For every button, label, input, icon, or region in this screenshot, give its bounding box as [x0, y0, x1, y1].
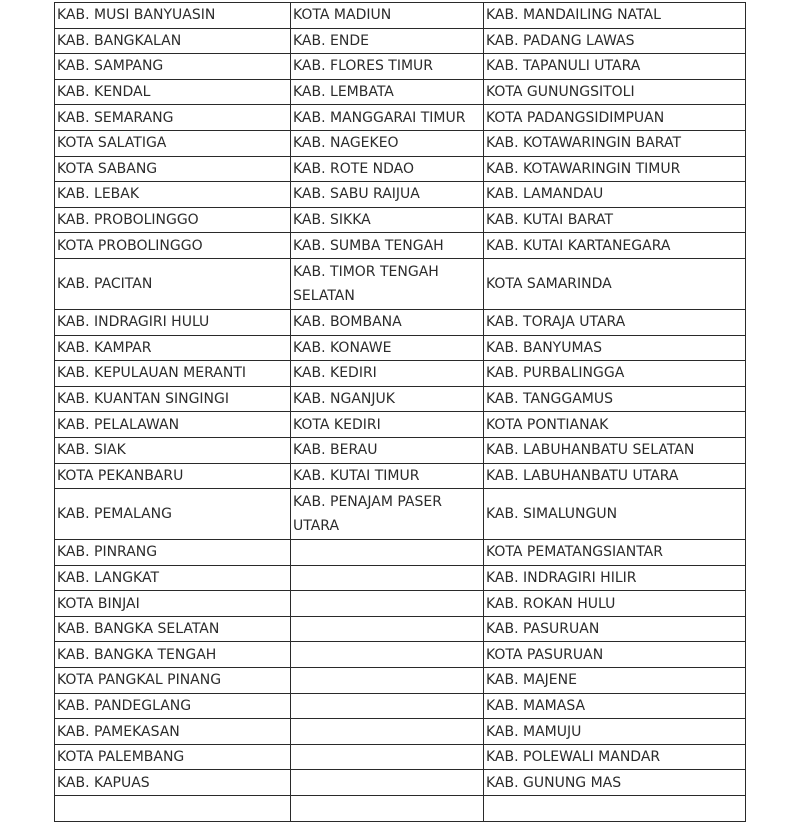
table-cell [291, 437, 484, 463]
table-cell [291, 207, 484, 233]
table-cell [484, 105, 746, 131]
table-cell [55, 105, 291, 131]
cell-text: KAB. MANDAILING NATAL [486, 7, 661, 24]
table-row [55, 591, 746, 617]
table-cell [484, 565, 746, 591]
cell-text: KAB. ROKAN HULU [486, 595, 616, 612]
table-cell [484, 437, 746, 463]
cell-text: KOTA SAMARINDA [486, 275, 612, 292]
cell-text: KOTA KEDIRI [293, 416, 381, 433]
cell-text: KAB. TAPANULI UTARA [486, 58, 641, 75]
table-cell [55, 693, 291, 719]
table-row [55, 54, 746, 80]
table-cell [55, 361, 291, 387]
table-cell [291, 335, 484, 361]
cell-text: KAB. KAPUAS [57, 774, 150, 791]
cell-text: KOTA MADIUN [293, 7, 392, 24]
table-cell [291, 156, 484, 182]
table-cell [55, 309, 291, 335]
table-cell [55, 744, 291, 770]
table-cell [291, 386, 484, 412]
table-cell [484, 130, 746, 156]
table-row [55, 693, 746, 719]
table-row [55, 309, 746, 335]
cell-text: KAB. BANGKALAN [57, 32, 182, 49]
cell-text: KAB. PAMEKASAN [57, 723, 180, 740]
cell-text: KAB. NAGEKEO [293, 135, 399, 152]
table-cell [484, 770, 746, 796]
table-cell [55, 79, 291, 105]
table-row [55, 565, 746, 591]
table-row [55, 668, 746, 694]
cell-text: KAB. INDRAGIRI HULU [57, 314, 210, 331]
table-cell [484, 386, 746, 412]
cell-text: KAB. SAMPANG [57, 58, 164, 75]
cell-text: KOTA SABANG [57, 160, 158, 177]
cell-text: KAB. SIAK [57, 442, 126, 459]
table-row [55, 616, 746, 642]
table-cell [291, 182, 484, 208]
table-row [55, 796, 746, 822]
cell-text: KAB. PURBALINGGA [486, 365, 625, 382]
cell-text: KAB. LEMBATA [293, 84, 394, 101]
table-cell [55, 28, 291, 54]
table-cell [484, 28, 746, 54]
cell-text: KOTA PALEMBANG [57, 749, 185, 766]
cell-text: KOTA PADANGSIDIMPUAN [486, 109, 665, 126]
cell-text: KAB. KUTAI TIMUR [293, 467, 420, 484]
table-cell [484, 591, 746, 617]
table-cell [484, 616, 746, 642]
table-cell [291, 540, 484, 566]
cell-text: KOTA BINJAI [57, 595, 140, 612]
cell-text: KAB. TANGGAMUS [486, 391, 614, 408]
table-cell [55, 796, 291, 822]
table-row [55, 182, 746, 208]
cell-text: KAB. TIMOR TENGAH SELATAN [293, 263, 439, 304]
table-cell [291, 744, 484, 770]
cell-text: KAB. KOTAWARINGIN TIMUR [486, 160, 681, 177]
table-cell [55, 156, 291, 182]
table-cell [55, 642, 291, 668]
table-cell [55, 770, 291, 796]
table-cell [484, 182, 746, 208]
table-cell [55, 616, 291, 642]
cell-text: KOTA PANGKAL PINANG [57, 672, 222, 689]
table-cell [55, 233, 291, 259]
table-cell [55, 258, 291, 309]
table-row [55, 770, 746, 796]
cell-text: KAB. BANGKA SELATAN [57, 621, 220, 638]
table-row [55, 207, 746, 233]
table-row [55, 3, 746, 29]
table-cell [291, 770, 484, 796]
table-row [55, 437, 746, 463]
cell-text: KAB. ENDE [293, 32, 369, 49]
table-cell [55, 668, 291, 694]
cell-text: KAB. PELALAWAN [57, 416, 180, 433]
table-cell [55, 463, 291, 489]
table-cell [291, 309, 484, 335]
cell-text: KAB. LAMANDAU [486, 186, 604, 203]
table-cell [55, 386, 291, 412]
cell-text: KOTA PROBOLINGGO [57, 237, 203, 254]
cell-text: KAB. KUTAI BARAT [486, 212, 614, 229]
table-row [55, 412, 746, 438]
cell-text: KAB. FLORES TIMUR [293, 58, 434, 75]
table-cell [484, 3, 746, 29]
table-cell [291, 796, 484, 822]
cell-text: KAB. POLEWALI MANDAR [486, 749, 661, 766]
table-cell [291, 54, 484, 80]
table-cell [55, 437, 291, 463]
table-cell [291, 642, 484, 668]
cell-text: KAB. MUSI BANYUASIN [57, 7, 216, 24]
table-cell [484, 207, 746, 233]
cell-text: KAB. SIKKA [293, 212, 371, 229]
cell-text: KOTA PASURUAN [486, 646, 604, 663]
table-row [55, 233, 746, 259]
cell-text: KAB. GUNUNG MAS [486, 774, 622, 791]
table-cell [484, 412, 746, 438]
table-cell [484, 796, 746, 822]
table-cell [291, 79, 484, 105]
table-cell [291, 105, 484, 131]
cell-text: KAB. SIMALUNGUN [486, 506, 618, 523]
table-cell [291, 412, 484, 438]
table-row [55, 105, 746, 131]
table-cell [484, 335, 746, 361]
table-cell [55, 489, 291, 540]
table-cell [291, 28, 484, 54]
table-row [55, 386, 746, 412]
table-cell [55, 130, 291, 156]
table-cell [291, 463, 484, 489]
table-cell [55, 3, 291, 29]
table-cell [291, 130, 484, 156]
table-row [55, 130, 746, 156]
table-cell [55, 540, 291, 566]
table-row [55, 79, 746, 105]
table-cell [291, 693, 484, 719]
cell-text: KAB. LABUHANBATU SELATAN [486, 442, 695, 459]
cell-text: KOTA PEMATANGSIANTAR [486, 544, 663, 561]
table-cell [484, 463, 746, 489]
table-cell [484, 79, 746, 105]
cell-text: KAB. SABU RAIJUA [293, 186, 420, 203]
table-cell [484, 233, 746, 259]
table-row [55, 335, 746, 361]
table-cell [291, 233, 484, 259]
table-row [55, 642, 746, 668]
cell-text: KOTA SALATIGA [57, 135, 167, 152]
table-cell [484, 668, 746, 694]
table-cell [484, 693, 746, 719]
table-cell [484, 258, 746, 309]
table-row [55, 463, 746, 489]
cell-text: KOTA GUNUNGSITOLI [486, 84, 635, 101]
region-table [54, 2, 746, 822]
cell-text: KAB. KUTAI KARTANEGARA [486, 237, 671, 254]
table-cell [55, 335, 291, 361]
table-cell [291, 489, 484, 540]
table-cell [484, 642, 746, 668]
table-cell [291, 565, 484, 591]
cell-text: KAB. BANGKA TENGAH [57, 646, 217, 663]
cell-text: KAB. KENDAL [57, 84, 151, 101]
table-cell [484, 719, 746, 745]
cell-text: KAB. KEPULAUAN MERANTI [57, 365, 246, 382]
cell-text: KAB. MAJENE [486, 672, 577, 689]
table-cell [55, 207, 291, 233]
cell-text: KAB. KAMPAR [57, 339, 152, 356]
region-table-body [55, 3, 746, 822]
table-cell [291, 719, 484, 745]
cell-text: KOTA PEKANBARU [57, 467, 184, 484]
cell-text: KAB. MAMUJU [486, 723, 582, 740]
cell-text: KAB. PENAJAM PASER UTARA [293, 494, 442, 535]
cell-text: KAB. NGANJUK [293, 391, 395, 408]
table-cell [55, 591, 291, 617]
table-cell [55, 182, 291, 208]
table-row [55, 28, 746, 54]
table-cell [55, 412, 291, 438]
cell-text: KAB. BANYUMAS [486, 339, 603, 356]
cell-text: KAB. SUMBA TENGAH [293, 237, 444, 254]
table-cell [484, 744, 746, 770]
table-row [55, 156, 746, 182]
cell-text: KAB. KUANTAN SINGINGI [57, 391, 229, 408]
table-row [55, 744, 746, 770]
cell-text: KAB. PINRANG [57, 544, 158, 561]
table-cell [291, 591, 484, 617]
cell-text: KAB. KONAWE [293, 339, 392, 356]
cell-text: KAB. LANGKAT [57, 569, 160, 586]
table-cell [291, 3, 484, 29]
cell-text: KAB. KEDIRI [293, 365, 377, 382]
cell-text: KAB. SEMARANG [57, 109, 174, 126]
table-cell [291, 668, 484, 694]
table-cell [55, 565, 291, 591]
cell-text: KAB. PROBOLINGGO [57, 212, 199, 229]
table-cell [484, 156, 746, 182]
table-cell [291, 258, 484, 309]
table-row [55, 540, 746, 566]
cell-text: KAB. PEMALANG [57, 506, 172, 523]
table-cell [55, 54, 291, 80]
table-cell [484, 54, 746, 80]
cell-text: KOTA PONTIANAK [486, 416, 609, 433]
cell-text: KAB. BERAU [293, 442, 378, 459]
table-row [55, 258, 746, 309]
table-cell [55, 719, 291, 745]
table-cell [484, 361, 746, 387]
table-cell [484, 309, 746, 335]
cell-text: KAB. BOMBANA [293, 314, 402, 331]
cell-text: KAB. LEBAK [57, 186, 140, 203]
cell-text: KAB. INDRAGIRI HILIR [486, 569, 637, 586]
cell-text: KAB. PADANG LAWAS [486, 32, 635, 49]
table-cell [484, 489, 746, 540]
table-row [55, 361, 746, 387]
cell-text: KAB. PASURUAN [486, 621, 600, 638]
cell-text: KAB. MAMASA [486, 697, 586, 714]
table-cell [291, 616, 484, 642]
table-row [55, 719, 746, 745]
cell-text: KAB. PANDEGLANG [57, 697, 192, 714]
table-cell [484, 540, 746, 566]
cell-text: KAB. LABUHANBATU UTARA [486, 467, 679, 484]
cell-text: KAB. KOTAWARINGIN BARAT [486, 135, 681, 152]
cell-text: KAB. TORAJA UTARA [486, 314, 626, 331]
cell-text: KAB. PACITAN [57, 275, 153, 292]
cell-text: KAB. ROTE NDAO [293, 160, 414, 177]
table-row [55, 489, 746, 540]
table-cell [291, 361, 484, 387]
cell-text: KAB. MANGGARAI TIMUR [293, 109, 466, 126]
